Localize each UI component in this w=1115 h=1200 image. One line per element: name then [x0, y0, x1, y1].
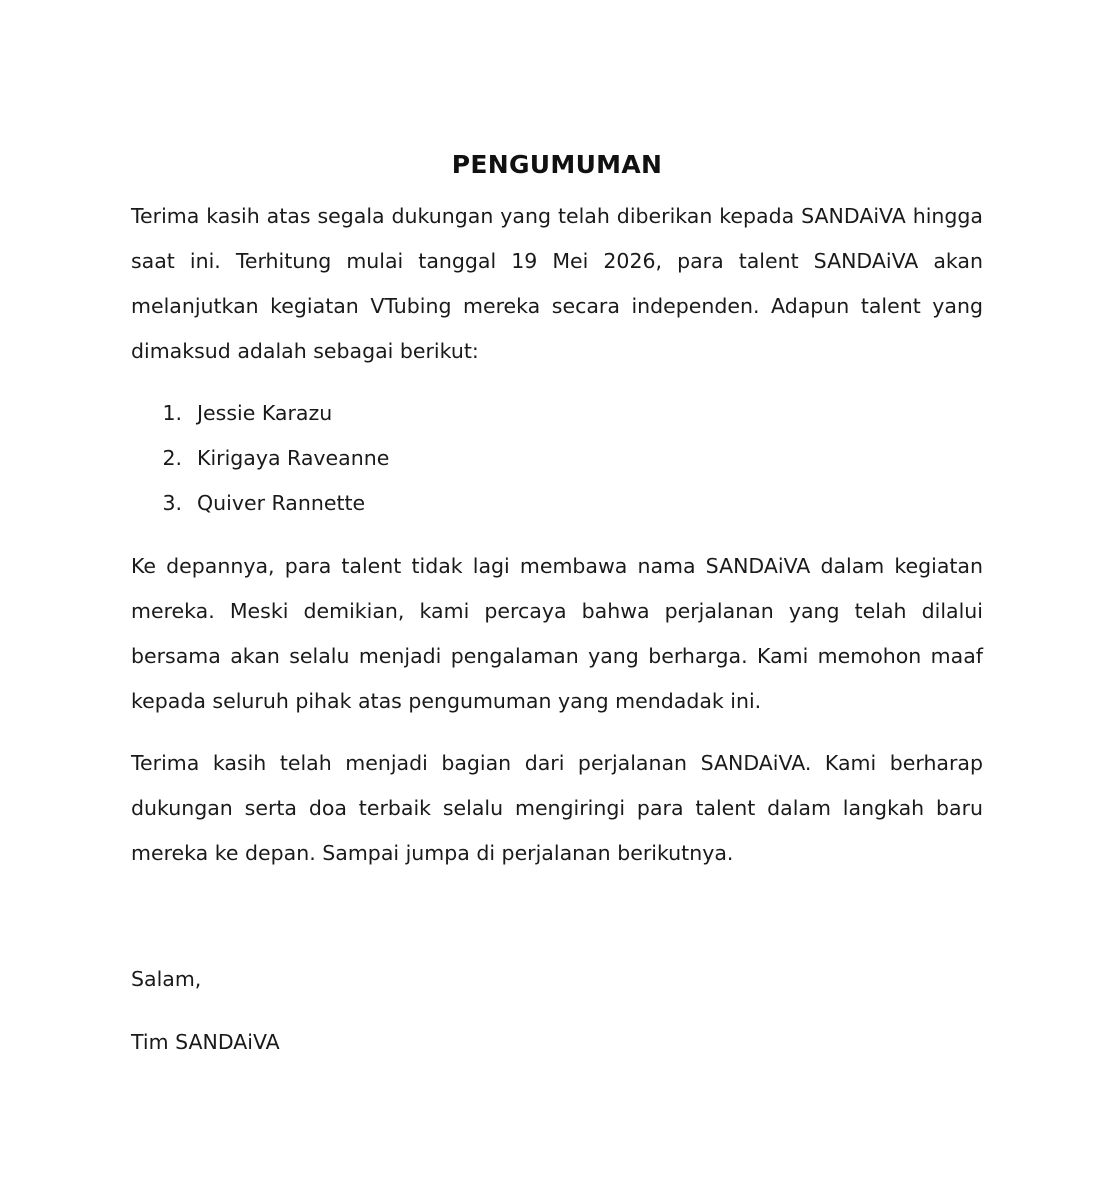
list-item-number: 1.: [162, 401, 182, 425]
talent-list: [131, 391, 389, 526]
document-title: PENGUMUMAN: [451, 149, 663, 179]
list-item-name: Kirigaya Raveanne: [197, 446, 390, 470]
future-paragraph: Ke depannya, para talent tidak lagi membawa nama SANDAiVA dalam kegiatan mereka. Meski demikian, kami percaya bahwa perjalanan yang telah dilalui bersama akan selalu menjadi pengalaman yang berharga. Kami memohon maaf kepada seluruh pihak atas pengumuman yang mendadak ini.: [131, 554, 983, 713]
list-item: [131, 391, 389, 436]
list-item: [131, 481, 389, 526]
closing-greeting: Salam,: [131, 967, 202, 991]
list-item-name: Jessie Karazu: [197, 401, 333, 425]
list-item-name: Quiver Rannette: [197, 491, 366, 515]
list-item: [131, 436, 389, 481]
signature: Tim SANDAiVA: [131, 1030, 280, 1054]
intro-paragraph: Terima kasih atas segala dukungan yang telah diberikan kepada SANDAiVA hingga saat ini. Terhitung mulai tanggal 19 Mei 2026, para talent SANDAiVA akan melanjutkan kegiatan VTubing mereka secara independen. Adapun talent yang dimaksud adalah sebagai berikut:: [131, 204, 983, 363]
list-item-number: 3.: [162, 491, 182, 515]
thanks-paragraph: Terima kasih telah menjadi bagian dari perjalanan SANDAiVA. Kami berharap dukungan serta doa terbaik selalu mengiringi para talent dalam langkah baru mereka ke depan. Sampai jumpa di perjalanan berikutnya.: [131, 751, 983, 865]
list-item-number: 2.: [162, 446, 182, 470]
